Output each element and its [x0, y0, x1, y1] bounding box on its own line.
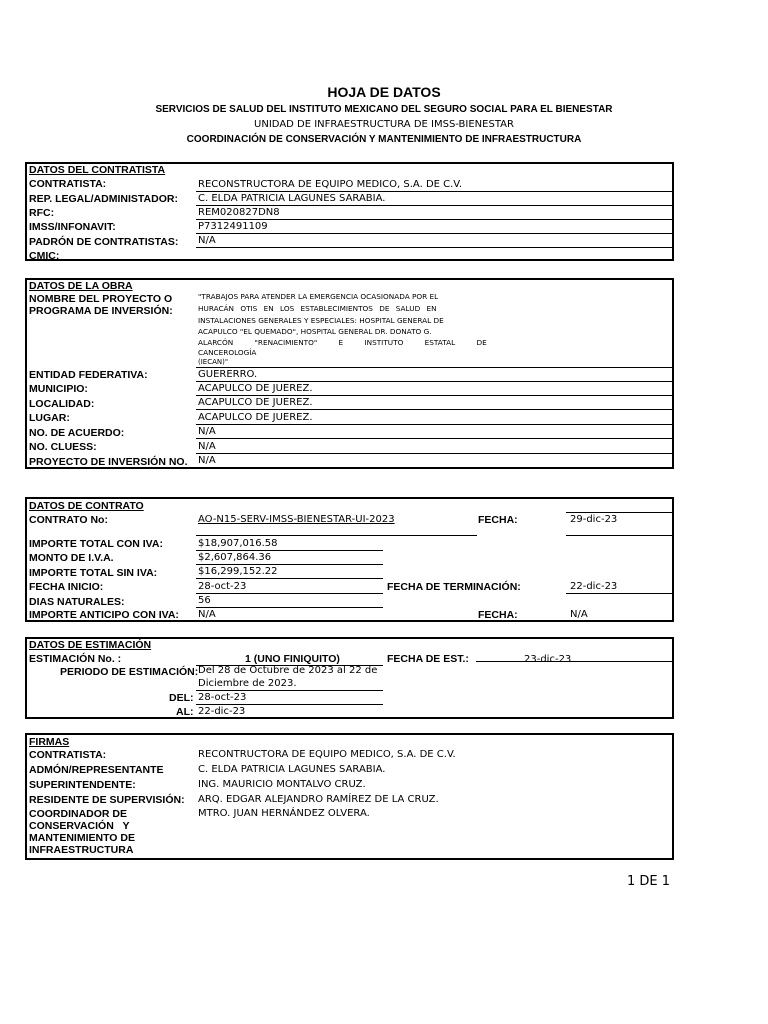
municipio-label: MUNICIPIO: — [29, 383, 88, 395]
firma-contratista-value: RECONTRUCTORA DE EQUIPO MEDICO, S.A. DE C.V. — [198, 749, 456, 760]
divider — [196, 704, 383, 705]
cluess-value: N/A — [198, 441, 216, 452]
lugar-label: LUGAR: — [29, 412, 70, 424]
fecha-est-label: FECHA DE EST.: — [387, 653, 469, 665]
divider — [196, 578, 383, 579]
cluess-label: NO. CLUESS: — [29, 441, 97, 453]
sin-iva-label: IMPORTE TOTAL SIN IVA: — [29, 567, 158, 579]
contrato-fecha-value: 29-dic-23 — [570, 514, 618, 525]
contrato-section-title: DATOS DE CONTRATO — [29, 500, 144, 512]
divider — [566, 512, 673, 513]
firma-admon-value: C. ELDA PATRICIA LAGUNES SARABIA. — [198, 764, 386, 775]
nombre-proyecto-line: CANCEROLOGÍA — [198, 348, 257, 357]
nombre-proyecto-line: "TRABAJOS PARA ATENDER LA EMERGENCIA OCASIONADA POR EL — [198, 292, 439, 301]
rep-legal-value: C. ELDA PATRICIA LAGUNES SARABIA. — [198, 193, 386, 204]
proyecto-inversion-label: PROYECTO DE INVERSIÓN NO. — [29, 456, 188, 468]
divider — [196, 219, 673, 220]
fecha-termino-value: 22-dic-23 — [570, 581, 618, 592]
anticipo-fecha-value: N/A — [570, 609, 588, 620]
header-line-2: UNIDAD DE INFRAESTRUCTURA DE IMSS-BIENESTAR — [254, 119, 514, 130]
contratista-label: CONTRATISTA: — [29, 178, 107, 190]
municipio-value: ACAPULCO DE JUEREZ. — [198, 383, 313, 394]
divider — [196, 453, 673, 454]
fecha-inicio-value: 28-oct-23 — [198, 581, 247, 592]
firma-residente-label: RESIDENTE DE SUPERVISIÓN: — [29, 794, 185, 806]
firma-coordinador-value: MTRO. JUAN HERNÁNDEZ OLVERA. — [198, 808, 370, 819]
fecha-est-value: 23-dic-23 — [524, 654, 572, 665]
divider — [196, 535, 477, 536]
periodo-line-1: Del 28 de Octubre de 2023 al 22 de — [198, 665, 378, 676]
periodo-line-2: Diciembre de 2023. — [198, 678, 297, 689]
divider — [476, 661, 673, 662]
localidad-value: ACAPULCO DE JUEREZ. — [198, 397, 313, 408]
del-value: 28-oct-23 — [198, 692, 247, 703]
fecha-inicio-label: FECHA INICIO: — [29, 581, 104, 593]
firmas-section-title: FIRMAS — [29, 736, 70, 748]
periodo-label: PERIODO DE ESTIMACIÓN: — [60, 666, 199, 678]
firma-admon-label: ADMÓN/REPRESENTANTE — [29, 764, 164, 776]
nombre-proyecto-line: (IECAN)" — [198, 358, 229, 366]
iva-value: $2,607,864.36 — [198, 552, 272, 563]
divider — [196, 395, 673, 396]
divider — [566, 535, 673, 536]
divider — [196, 438, 673, 439]
nombre-proyecto-line: HURACÁN OTIS EN LOS ESTABLECIMIENTOS DE SALUD EN — [198, 304, 437, 313]
divider — [196, 564, 383, 565]
anticipo-label: IMPORTE ANTICIPO CON IVA: — [29, 609, 179, 621]
firma-superintendente-label: SUPERINTENDENTE: — [29, 779, 136, 791]
dias-label: DIAS NATURALES: — [29, 596, 125, 608]
entidad-value: GUERERRO. — [198, 369, 258, 380]
estimacion-no-value: 1 (UNO FINIQUITO) — [245, 653, 340, 665]
contrato-fecha-label: FECHA: — [478, 514, 518, 526]
importe-total-label: IMPORTE TOTAL CON IVA: — [29, 538, 163, 550]
divider — [196, 607, 383, 608]
padron-value: N/A — [198, 235, 216, 246]
cmic-label: CMIC: — [29, 250, 60, 262]
divider — [196, 205, 673, 206]
divider — [196, 409, 673, 410]
page-title: HOJA DE DATOS — [327, 84, 441, 100]
firma-coordinador-label: MANTENIMIENTO DE — [29, 832, 135, 844]
divider — [196, 424, 673, 425]
del-label: DEL: — [169, 692, 194, 704]
proyecto-inversion-value: N/A — [198, 455, 216, 466]
divider — [196, 690, 383, 691]
firma-residente-value: ARQ. EDGAR ALEJANDRO RAMÍREZ DE LA CRUZ. — [198, 794, 439, 805]
header-line-1: SERVICIOS DE SALUD DEL INSTITUTO MEXICANO DEL SEGURO SOCIAL PARA EL BIENESTAR — [155, 104, 613, 115]
firma-contratista-label: CONTRATISTA: — [29, 749, 107, 761]
entidad-label: ENTIDAD FEDERATIVA: — [29, 369, 148, 381]
acuerdo-label: NO. DE ACUERDO: — [29, 427, 125, 439]
obra-section-title: DATOS DE LA OBRA — [29, 280, 133, 292]
nombre-proyecto-label: NOMBRE DEL PROYECTO O — [29, 293, 173, 305]
rep-legal-label: REP. LEGAL/ADMINISTADOR: — [29, 193, 178, 205]
estimacion-section-title: DATOS DE ESTIMACIÓN — [29, 639, 152, 651]
sin-iva-value: $16,299,152.22 — [198, 566, 278, 577]
imss-infonavit-value: P7312491109 — [198, 221, 268, 232]
nombre-proyecto-line: INSTALACIONES GENERALES Y ESPECIALES: HOSPITAL GENERAL DE — [198, 316, 444, 325]
al-value: 22-dic-23 — [198, 706, 246, 717]
anticipo-value: N/A — [198, 609, 216, 620]
dias-value: 56 — [198, 595, 211, 606]
divider — [196, 381, 673, 382]
header-line-3: COORDINACIÓN DE CONSERVACIÓN Y MANTENIMIENTO DE INFRAESTRUCTURA — [186, 134, 582, 145]
page-number: 1 DE 1 — [627, 874, 671, 889]
nombre-proyecto-label-2: PROGRAMA DE INVERSIÓN: — [29, 305, 173, 317]
lugar-value: ACAPULCO DE JUEREZ. — [198, 412, 313, 423]
nombre-proyecto-line: ALARCÓN "RENACIMIENTO" E INSTITUTO ESTATAL DE — [198, 338, 487, 347]
iva-label: MONTO DE I.V.A. — [29, 552, 114, 564]
anticipo-fecha-label: FECHA: — [478, 609, 518, 621]
divider — [196, 191, 673, 192]
al-label: AL: — [176, 706, 194, 718]
contrato-no-value: AO-N15-SERV-IMSS-BIENESTAR-UI-2023 — [198, 514, 395, 525]
rfc-value: REM020827DN8 — [198, 207, 280, 218]
divider — [196, 550, 383, 551]
nombre-proyecto-line: ACAPULCO "EL QUEMADO", HOSPITAL GENERAL DR. DONATO G. — [198, 327, 432, 336]
contratista-value: RECONSTRUCTORA DE EQUIPO MEDICO, S.A. DE C.V. — [198, 179, 463, 190]
divider — [566, 593, 673, 594]
firma-superintendente-value: ING. MAURICIO MONTALVO CRUZ. — [198, 779, 366, 790]
firma-coordinador-label: CONSERVACIÓN Y — [29, 820, 130, 832]
estimacion-no-label: ESTIMACIÓN No. : — [29, 653, 122, 665]
fecha-termino-label: FECHA DE TERMINACIÓN: — [387, 581, 521, 593]
divider — [196, 367, 673, 368]
acuerdo-value: N/A — [198, 426, 216, 437]
imss-infonavit-label: IMSS/INFONAVIT: — [29, 221, 116, 233]
localidad-label: LOCALIDAD: — [29, 398, 95, 410]
padron-label: PADRÓN DE CONTRATISTAS: — [29, 236, 179, 248]
divider — [196, 247, 673, 248]
contratista-section-title: DATOS DEL CONTRATISTA — [29, 164, 166, 176]
firma-coordinador-label: COORDINADOR DE — [29, 808, 128, 820]
divider — [196, 233, 673, 234]
rfc-label: RFC: — [29, 207, 55, 219]
contrato-no-label: CONTRATO No: — [29, 514, 108, 526]
divider — [196, 593, 383, 594]
firma-coordinador-label: INFRAESTRUCTURA — [29, 844, 134, 856]
importe-total-value: $18,907,016.58 — [198, 538, 278, 549]
